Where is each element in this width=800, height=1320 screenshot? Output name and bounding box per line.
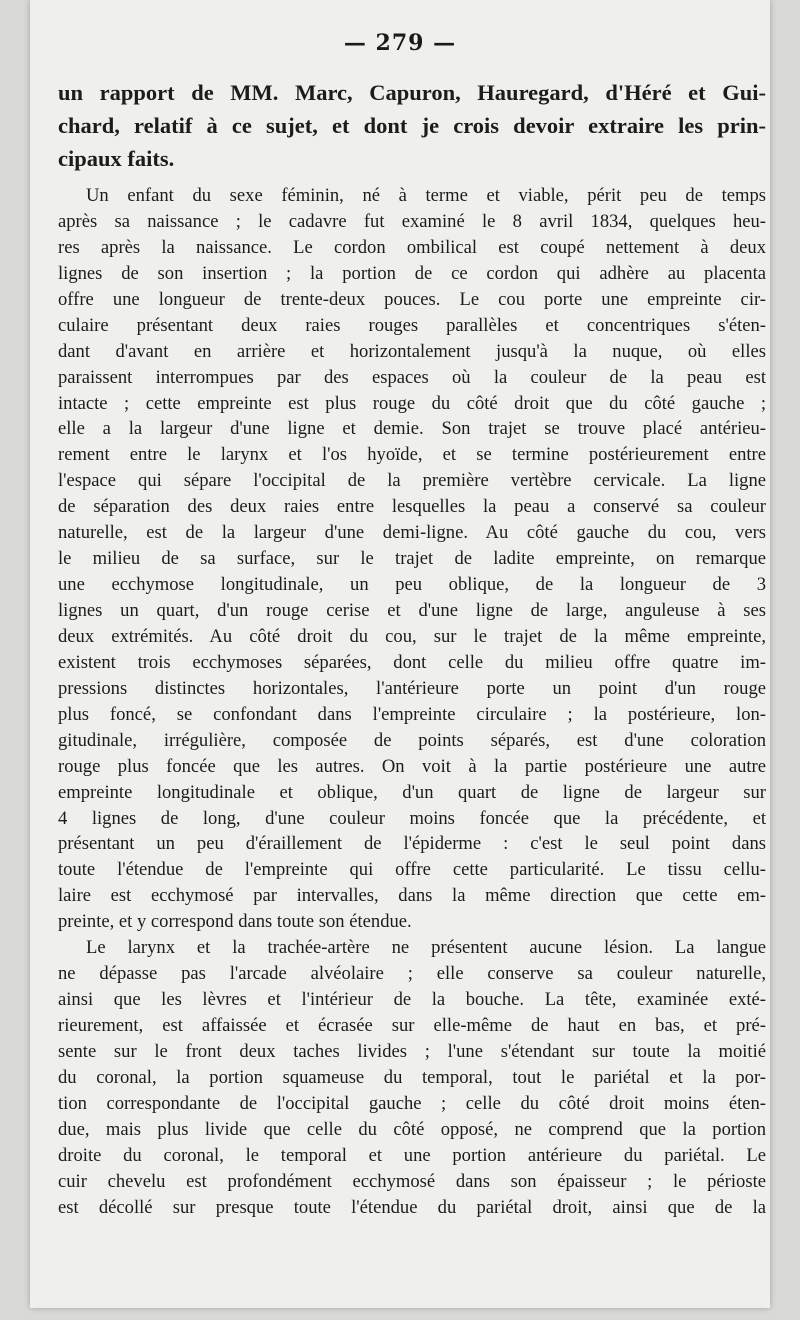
body-line: gitudinale, irrégulière, composée de points séparés, est d'une coloration	[58, 729, 766, 751]
body-line: laire est ecchymosé par intervalles, dans la même direction que cette em-	[58, 885, 766, 907]
body-line: rement entre le larynx et l'os hyoïde, et se termine postérieurement entre	[58, 444, 766, 466]
body-line: due, mais plus livide que celle du côté opposé, ne comprend que la portion	[58, 1118, 766, 1140]
body-line: offre une longueur de trente-deux pouces. Le cou porte une empreinte cir-	[58, 288, 766, 310]
body-line: existent trois ecchymoses séparées, dont celle du milieu offre quatre im-	[58, 651, 766, 673]
body-line: ainsi que les lèvres et l'intérieur de la bouche. La tête, examinée exté-	[58, 989, 766, 1011]
body-line: l'espace qui sépare l'occipital de la première vertèbre cervicale. La ligne	[58, 470, 766, 492]
body-line: rieurement, est affaissée et écrasée sur elle-même de haut en bas, et pré-	[58, 1015, 766, 1036]
body-line: res après la naissance. Le cordon ombilical est coupé nettement à deux	[58, 236, 766, 258]
body-line: Un enfant du sexe féminin, né à terme et viable, périt peu de temps	[86, 185, 766, 206]
body-line: rouge plus foncée que les autres. On voit à la partie postérieure une autre	[58, 755, 766, 777]
body-text	[58, 183, 766, 1221]
body-line: une ecchymose longitudinale, un peu oblique, de la longueur de 3	[58, 574, 766, 596]
body-line: lignes un quart, d'un rouge cerise et d'une ligne de large, anguleuse à ses	[58, 600, 766, 621]
body-line: paraissent interrompues par des espaces où la couleur de la peau est	[58, 366, 766, 388]
body-line: lignes de son insertion ; la portion de ce cordon qui adhère au placenta	[58, 262, 766, 284]
body-line: 4 lignes de long, d'une couleur moins foncée que la précédente, et	[58, 807, 766, 829]
body-line: naturelle, est de la largeur d'une demi-ligne. Au côté gauche du cou, vers	[58, 522, 766, 544]
body-line: cuir chevelu est profondément ecchymosé dans son épaisseur ; le périoste	[58, 1170, 766, 1192]
body-line: ne dépasse pas l'arcade alvéolaire ; elle conserve sa couleur naturelle,	[58, 963, 766, 985]
body-line: empreinte longitudinale et oblique, d'un quart de ligne de largeur sur	[58, 781, 766, 803]
body-line: elle a la largeur d'une ligne et demie. Son trajet se trouve placé antérieu-	[58, 418, 766, 440]
body-line: présentant un peu d'éraillement de l'épiderme : c'est le seul point dans	[58, 833, 766, 855]
body-line: culaire présentant deux raies rouges parallèles et concentriques s'éten-	[58, 314, 766, 336]
body-line: preinte, et y correspond dans toute son étendue.	[58, 911, 412, 933]
body-line: toute l'étendue de l'empreinte qui offre cette particularité. Le tissu cellu-	[58, 859, 766, 881]
body-line: de séparation des deux raies entre lesquelles la peau a conservé sa couleur	[58, 496, 766, 518]
page-number: — 279 —	[343, 30, 457, 56]
body-line: pressions distinctes horizontales, l'antérieure porte un point d'un rouge	[58, 677, 766, 699]
book-page	[30, 0, 770, 1308]
body-line: est décollé sur presque toute l'étendue du pariétal droit, ainsi que de la	[58, 1196, 766, 1218]
body-line: plus foncé, se confondant dans l'empreinte circulaire ; la postérieure, lon-	[58, 703, 766, 725]
body-line: deux extrémités. Au côté droit du cou, sur le trajet de la même empreinte,	[58, 625, 766, 647]
body-line: du coronal, la portion squameuse du temporal, tout le pariétal et la por-	[58, 1066, 766, 1088]
body-line: tion correspondante de l'occipital gauche ; celle du côté droit moins éten-	[58, 1092, 766, 1114]
intro-line: chard, relatif à ce sujet, et dont je crois devoir extraire les prin-	[58, 113, 766, 138]
intro-line: un rapport de MM. Marc, Capuron, Hauregard, d'Héré et Gui-	[58, 80, 766, 105]
body-line: après sa naissance ; le cadavre fut examiné le 8 avril 1834, quelques heu-	[58, 210, 766, 232]
body-line: Le larynx et la trachée-artère ne présentent aucune lésion. La langue	[86, 937, 766, 959]
intro-paragraph	[58, 76, 766, 175]
body-line: le milieu de sa surface, sur le trajet de ladite empreinte, on remarque	[58, 548, 766, 570]
body-line: dant d'avant en arrière et horizontalement jusqu'à la nuque, où elles	[58, 340, 766, 362]
intro-line: cipaux faits.	[58, 146, 175, 171]
body-line: sente sur le front deux taches livides ; l'une s'étendant sur toute la moitié	[58, 1040, 766, 1062]
body-line: intacte ; cette empreinte est plus rouge du côté droit que du côté gauche ;	[58, 392, 766, 414]
body-line: droite du coronal, le temporal et une portion antérieure du pariétal. Le	[58, 1144, 766, 1166]
